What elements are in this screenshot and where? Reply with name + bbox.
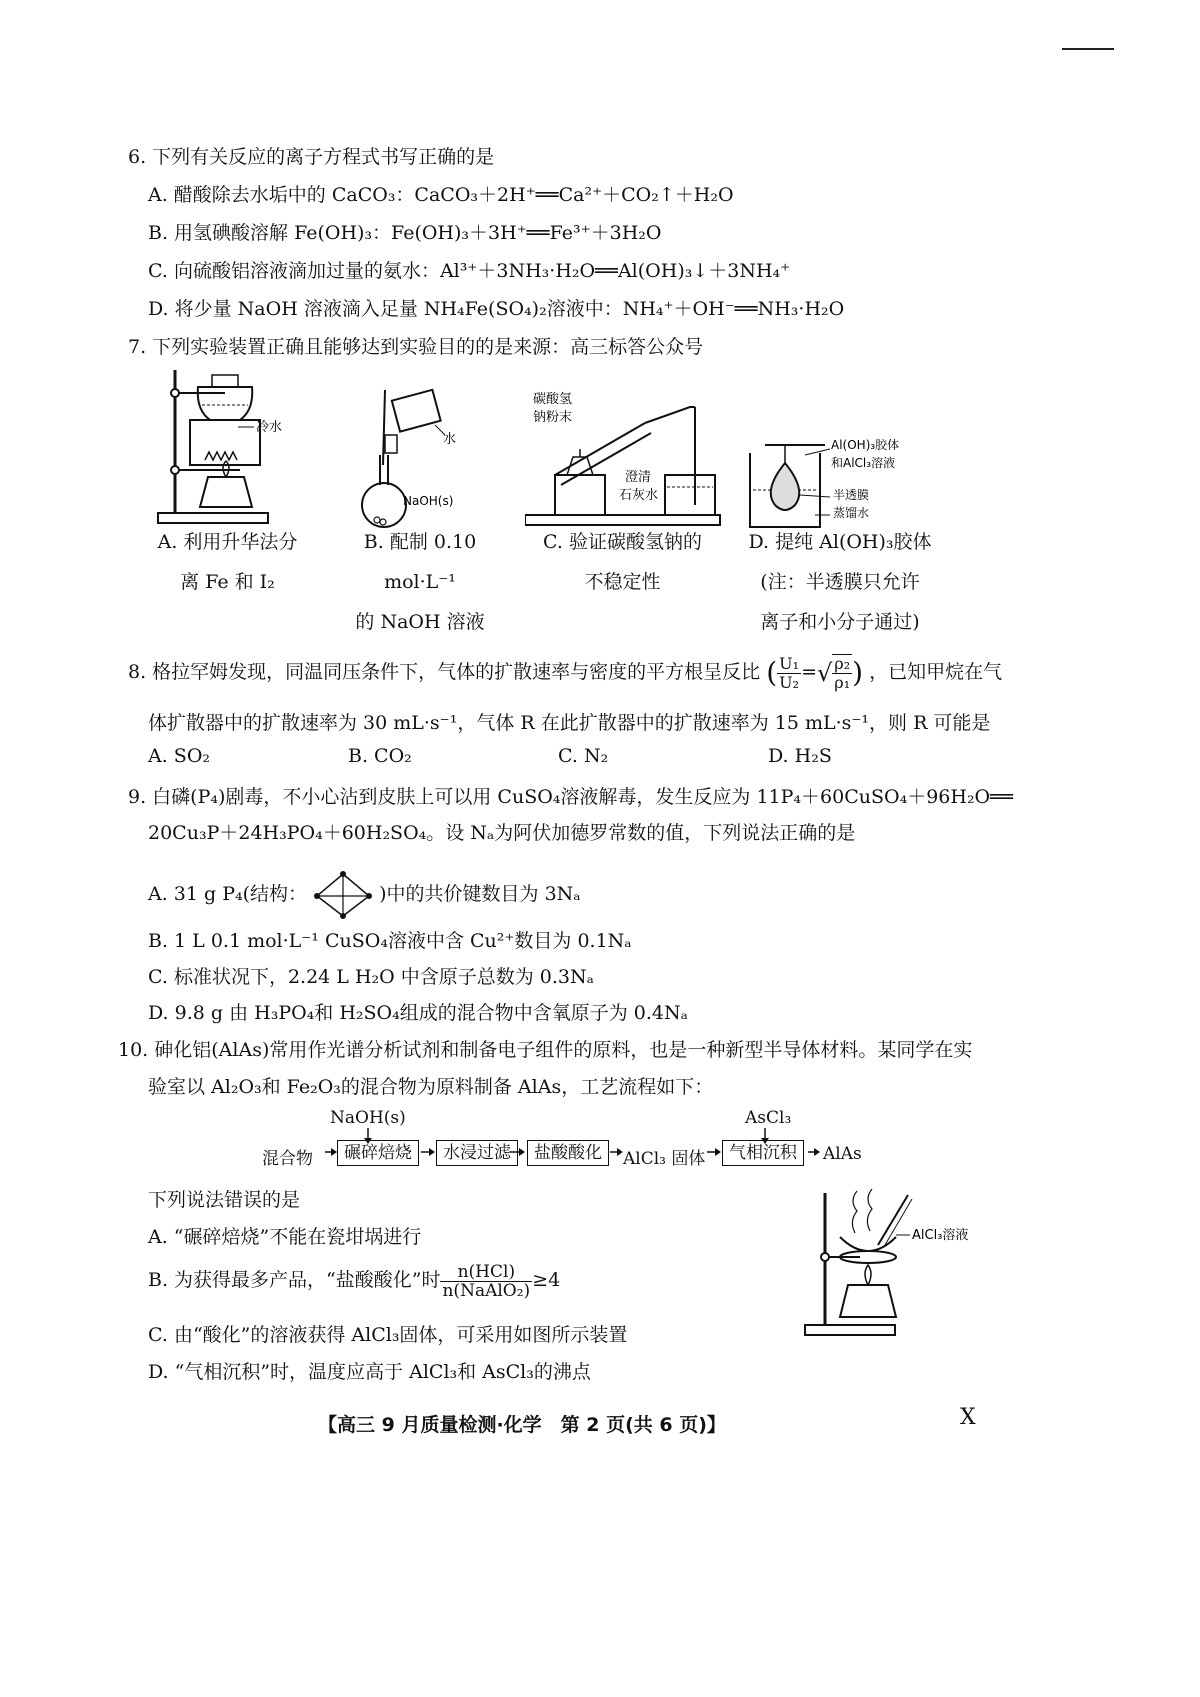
label-alcl3-solution: AlCl₃溶液 xyxy=(912,1228,969,1243)
q6-option-b: B. 用氢碘酸溶解 Fe(OH)₃：Fe(OH)₃＋3H⁺══Fe³⁺＋3H₂O xyxy=(148,222,662,244)
flow-reagent-naoh: NaOH(s) xyxy=(330,1108,406,1128)
label-distilled-water: 蒸馏水 xyxy=(833,506,870,520)
page-footer: 【高三 9 月质量检测·化学 第 2 页(共 6 页)】 xyxy=(318,1414,726,1436)
label-water: 水 xyxy=(443,432,457,447)
q10-option-d: D. “气相沉积”时，温度应高于 AlCl₃和 AsCl₃的沸点 xyxy=(148,1361,591,1383)
flow-reagent-ascl3: AsCl₃ xyxy=(745,1108,792,1128)
q8-option-b: B. CO₂ xyxy=(348,745,412,767)
q10-ask: 下列说法错误的是 xyxy=(148,1189,301,1211)
flow-step-vapor-deposition: 气相沉积 xyxy=(722,1140,804,1166)
flow-end-alas: AlAs xyxy=(823,1144,862,1164)
q8-option-a: A. SO₂ xyxy=(148,745,211,767)
q10-option-b: B. 为获得最多产品，“盐酸酸化”时 $\frac{\text{n(HCl)}}{\text{n(NaAlO₂)}}$ ≥4 xyxy=(148,1261,561,1301)
label-limewater-1: 澄清 xyxy=(625,470,652,485)
q9-option-d: D. 9.8 g 由 H₃PO₄和 H₂SO₄组成的混合物中含氧原子为 0.4Nₐ xyxy=(148,1002,688,1024)
flow-step-leach-filter: 水浸过滤 xyxy=(436,1140,518,1166)
q7-stem: 7. 下列实验装置正确且能够达到实验目的的是来源：高三标答公众号 xyxy=(128,336,704,358)
label-limewater-2: 石灰水 xyxy=(619,488,659,503)
q9-option-b: B. 1 L 0.1 mol·L⁻¹ CuSO₄溶液中含 Cu²⁺数目为 0.1Nₐ xyxy=(148,930,632,952)
q7-caption-a: A. 利用升华法分 离 Fe 和 I₂ xyxy=(157,531,298,593)
flow-start: 混合物 xyxy=(262,1149,313,1169)
q8-option-d: D. H₂S xyxy=(768,745,832,767)
q8-option-c: C. N₂ xyxy=(558,745,609,767)
label-colloid-2: 和AlCl₃溶液 xyxy=(831,456,896,470)
q10-stem-line-2: 验室以 Al₂O₃和 Fe₂O₃的混合物为原料制备 AlAs，工艺流程如下： xyxy=(148,1076,714,1098)
q6-option-a: A. 醋酸除去水垢中的 CaCO₃：CaCO₃＋2H⁺══Ca²⁺＋CO₂↑＋H₂O xyxy=(148,184,734,206)
q7-figure-b-flask xyxy=(355,380,475,530)
flow-step-acidify: 盐酸酸化 xyxy=(527,1140,609,1166)
label-nahco3-1: 碳酸氢 xyxy=(533,392,573,407)
flow-step-grind-roast: 碾碎焙烧 xyxy=(337,1140,419,1166)
q6-option-c: C. 向硫酸铝溶液滴加过量的氨水：Al³⁺＋3NH₃·H₂O══Al(OH)₃↓＋3NH₄⁺ xyxy=(148,260,791,282)
q10-figure-evaporation xyxy=(800,1185,1000,1340)
q9-option-c: C. 标准状况下，2.24 L H₂O 中含原子总数为 0.3Nₐ xyxy=(148,966,594,988)
q7-figure-a-sublimation xyxy=(150,365,300,535)
flow-mid-alcl3: AlCl₃ 固体 xyxy=(623,1149,706,1169)
scan-mark-line xyxy=(1062,48,1114,50)
q8-stem-line-1: 8. 格拉罕姆发现，同温同压条件下，气体的扩散速率与密度的平方根呈反比 ( $\frac{\text{U₁}}{\text{U₂}}$ =√ $\frac{\text{ρ₂}}{\text{ρ₁}}$ ) ，已知甲烷在气 xyxy=(128,653,1003,692)
p4-structure-icon xyxy=(313,870,373,920)
q6-option-d: D. 将少量 NaOH 溶液滴入足量 NH₄Fe(SO₄)₂溶液中：NH₄⁺＋OH⁻══NH₃·H₂O xyxy=(148,298,845,320)
q10-option-c: C. 由“酸化”的溶液获得 AlCl₃固体，可采用如图所示装置 xyxy=(148,1324,628,1346)
q7-caption-d: D. 提纯 Al(OH)₃胶体 (注：半透膜只允许 离子和小分子通过) xyxy=(748,531,932,633)
q10-option-a: A. “碾碎焙烧”不能在瓷坩埚进行 xyxy=(148,1226,422,1248)
q9-stem-line-2: 20Cu₃P＋24H₃PO₄＋60H₂SO₄。设 Nₐ为阿伏加德罗常数的值，下列说法正确的是 xyxy=(148,822,856,844)
label-nahco3-2: 钠粉末 xyxy=(533,410,573,425)
q9-stem-line-1: 9. 白磷(P₄)剧毒，不小心沾到皮肤上可以用 CuSO₄溶液解毒，发生反应为 11P₄＋60CuSO₄＋96H₂O══ xyxy=(128,786,1014,808)
label-cold-water: 冷水 xyxy=(256,420,283,435)
q7-caption-b: B. 配制 0.10 mol·L⁻¹ 的 NaOH 溶液 xyxy=(355,531,485,633)
q7-figure-d-dialysis xyxy=(745,435,925,535)
q8-stem-line-2: 体扩散器中的扩散速率为 30 mL·s⁻¹，气体 R 在此扩散器中的扩散速率为 15 mL·s⁻¹，则 R 可能是 xyxy=(148,712,991,734)
q7-caption-c: C. 验证碳酸氢钠的 不稳定性 xyxy=(543,531,702,593)
q6-stem: 6. 下列有关反应的离子方程式书写正确的是 xyxy=(128,146,495,168)
q9-option-a: A. 31 g P₄(结构： )中的共价键数目为 3Nₐ xyxy=(148,870,581,920)
q7-figure-c-decomposition xyxy=(525,385,725,535)
label-naoh-solid: NaOH(s) xyxy=(403,494,454,508)
label-membrane: 半透膜 xyxy=(833,488,870,502)
footer-mark: X xyxy=(960,1405,976,1430)
q10-stem-line-1: 10. 砷化铝(AlAs)常用作光谱分析试剂和制备电子组件的原料，也是一种新型半导体材料。某同学在实 xyxy=(118,1039,973,1061)
label-colloid-1: Al(OH)₃胶体 xyxy=(831,438,900,452)
